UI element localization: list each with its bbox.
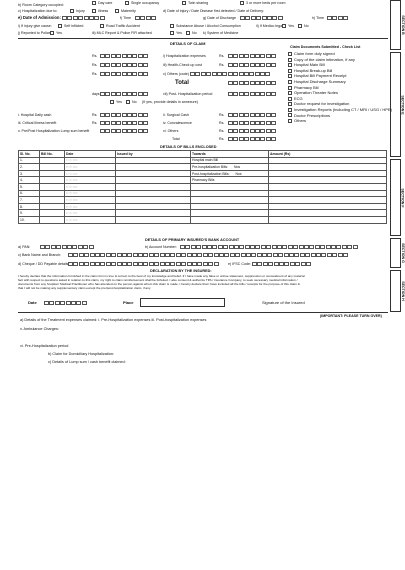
claim-amt-2[interactable] [228, 53, 277, 58]
towards-cell [191, 157, 269, 164]
note-a: a) Details of the Treatment expenses claimed: i. Pre-Hospitalization expenses iii. Post-hospitalization expenses [20, 318, 207, 322]
issued-by-cell[interactable] [116, 183, 191, 190]
note-v: v. Ambulance Charges: [20, 327, 59, 331]
issued-by-cell[interactable] [116, 164, 191, 171]
benefit-amt-2[interactable] [228, 112, 277, 117]
checkbox[interactable] [288, 91, 292, 95]
bill-no-cell[interactable] [40, 170, 65, 177]
days-label: days [92, 92, 100, 96]
table-row [19, 183, 387, 190]
bank-name-boxes[interactable] [68, 252, 348, 257]
checklist-title: Claim Documents Submitted - Check List [290, 45, 361, 49]
medico-legal-label: ii) If Medico legal [256, 24, 283, 28]
issued-by-cell[interactable] [116, 197, 191, 204]
account-label: b) Account Number: [145, 245, 177, 249]
mlc-no[interactable]: No [186, 31, 197, 35]
checklist-item[interactable]: Hospital Discharge Summary [288, 79, 388, 85]
room-daycare: Day care [92, 1, 112, 5]
table-row [19, 197, 387, 204]
checkbox[interactable] [288, 102, 292, 106]
police-yes[interactable]: Yes [50, 31, 62, 35]
bill-no-cell[interactable] [40, 177, 65, 184]
checkbox[interactable] [288, 113, 292, 117]
towards-cell [191, 210, 269, 217]
time-label: f) Time [120, 16, 131, 20]
post-hosp-label: vii) Post- Hospitalization period [163, 92, 213, 96]
checklist-item[interactable]: Hospital Bill Payment Receipt [288, 73, 388, 79]
bills-title: DETAILS OF BILLS ENCLOSED [160, 145, 217, 149]
towards-cell [191, 216, 269, 223]
checkbox[interactable] [288, 69, 292, 73]
checkbox[interactable] [288, 108, 292, 112]
sl-cell: 9. [19, 210, 40, 217]
post-days-boxes[interactable] [228, 91, 277, 96]
amount-cell[interactable] [269, 216, 387, 223]
mlc-yes[interactable]: Yes [170, 31, 182, 35]
rs-label: Rs. [92, 63, 98, 67]
divider [18, 38, 388, 39]
cause-self[interactable]: Self inflicted [58, 24, 83, 28]
bills-header-cell: Date [65, 151, 116, 158]
bill-no-cell[interactable] [40, 190, 65, 197]
ifsc-label: e) IFSC Code: [228, 262, 251, 266]
room-three: 3 or more beds per room [240, 1, 286, 5]
bills-header-cell: Towards [191, 151, 269, 158]
checklist-item[interactable]: Copy of the claim intimation, if any [288, 57, 388, 63]
date-cell[interactable]: ▫▫ ▫▫ ▫▫▫▫ [65, 183, 116, 190]
claim-amt-3[interactable] [100, 62, 149, 67]
hospital-daily-label: i. Hospital Daily cash [18, 113, 52, 117]
towards-cell [191, 203, 269, 210]
domiciliary-no[interactable]: No [126, 100, 137, 104]
towards-cell [191, 177, 269, 184]
section-tab-g: SECTION G [390, 238, 401, 268]
admission-label: e) Date of Admission: [18, 15, 61, 20]
claim-title: DETAILS OF CLAIM [170, 42, 206, 46]
issued-by-cell[interactable] [116, 157, 191, 164]
amount-cell[interactable] [269, 177, 387, 184]
bills-header-cell: Amount (Rs) [269, 151, 387, 158]
section-tab-b: SECTION B [390, 0, 401, 50]
section-tab-f: SECTION F [390, 159, 401, 236]
discharge-label: g) Date of Discharge [203, 16, 236, 20]
bank-title: DETAILS OF PRIMARY INSURED'S BANK ACCOUNT [145, 238, 240, 242]
checklist-item[interactable]: Operation Theater Notes [288, 90, 388, 96]
checklist-item[interactable]: Doctor Prescriptions [288, 113, 388, 119]
checklist [288, 51, 392, 124]
total-label: Total [175, 80, 189, 86]
sl-cell: 8. [19, 203, 40, 210]
bills-table [18, 150, 387, 224]
opt-injury[interactable]: Injury [70, 9, 85, 13]
decl-date-boxes[interactable] [44, 300, 87, 305]
table-row [19, 203, 387, 210]
discharge-date-boxes[interactable] [240, 15, 283, 20]
checklist-item[interactable]: Pharmacy Bill [288, 85, 388, 91]
surgical-label: ii. Surgical Cash [163, 113, 189, 117]
issued-by-cell[interactable] [116, 190, 191, 197]
towards-cell [191, 190, 269, 197]
checklist-item[interactable]: Claim form duly signed [288, 51, 388, 57]
section-tab-e: SECTION E [390, 52, 401, 157]
claim-amt-1[interactable] [100, 53, 149, 58]
sl-cell: 1. [19, 157, 40, 164]
checklist-item[interactable]: Hospital Main Bill [288, 62, 388, 68]
ifsc-boxes[interactable] [252, 261, 311, 266]
convalescence-label: iv. Convalescence [163, 121, 192, 125]
benefit-amt-1[interactable] [100, 112, 149, 117]
sl-cell: 4. [19, 177, 40, 184]
towards-cell [191, 164, 269, 171]
date-cell[interactable]: ▫▫ ▫▫ ▫▫▫▫ [65, 216, 116, 223]
note-vi: vi. Pre-Hospitalization period [20, 344, 69, 348]
room-category-label: b) Room Category occupied: [18, 3, 64, 7]
cheque-boxes[interactable] [68, 261, 219, 266]
bill-no-cell[interactable] [40, 216, 65, 223]
amount-cell[interactable] [269, 190, 387, 197]
rs-label: Rs. [92, 72, 98, 76]
yes-no-note: (If yes, provide details in annexure) [142, 100, 198, 104]
amount-cell[interactable] [269, 164, 387, 171]
pan-label: a) PAN: [18, 245, 31, 249]
declaration-title: DECLARATION BY THE INSURED: [150, 269, 212, 273]
admission-date-boxes[interactable] [62, 15, 105, 20]
amount-cell[interactable] [269, 170, 387, 177]
rs-label: Rs. [219, 121, 225, 125]
sl-cell: 7. [19, 197, 40, 204]
amount-cell[interactable] [269, 197, 387, 204]
date-cell[interactable]: ▫▫ ▫▫ ▫▫▫▫ [65, 177, 116, 184]
amount-cell[interactable] [269, 210, 387, 217]
date-cell[interactable]: ▫▫ ▫▫ ▫▫▫▫ [65, 197, 116, 204]
nos-text: Nos [235, 171, 242, 176]
medico-no[interactable]: No [298, 24, 309, 28]
table-row [19, 164, 387, 171]
benefit-amt-6[interactable] [228, 128, 277, 133]
issued-by-cell[interactable] [116, 170, 191, 177]
hosp-due-label: c) Hospitalization due to: [18, 9, 58, 13]
towards-text: Post-hospitalization Bills: [192, 171, 230, 176]
medicine-label: k) System of Medicine [203, 31, 239, 35]
towards-cell [191, 197, 269, 204]
towards-text: Pre-hospitalization Bills: [192, 164, 228, 169]
cause-rta[interactable]: Road Traffic Accident [100, 24, 140, 28]
bank-name-label: c) Bank Name and Branch: [18, 253, 62, 257]
section-tab-h: SECTION H [390, 270, 401, 312]
checkbox[interactable] [288, 119, 292, 123]
rs-label: Rs. [219, 63, 225, 67]
table-row [19, 177, 387, 184]
days-boxes[interactable] [100, 91, 149, 96]
account-boxes[interactable] [180, 244, 358, 249]
injury-date-label: d) Date of injury / Date Disease first detected / Date of Delivery: [163, 9, 265, 13]
checkbox[interactable] [288, 58, 292, 62]
pre-post-lump-label: v. Pre/Post Hospitalization Lump sum benefit [18, 129, 90, 133]
rs-label: Rs. [92, 113, 98, 117]
issued-by-cell[interactable] [116, 216, 191, 223]
issued-by-cell[interactable] [116, 203, 191, 210]
note-c: c) Details of Lump sum / cash benefit claimed: [48, 360, 126, 364]
date-cell[interactable]: ▫▫ ▫▫ ▫▫▫▫ [65, 210, 116, 217]
checkbox[interactable] [288, 86, 292, 90]
claim-amt-6[interactable] [190, 71, 271, 76]
signature-label: Signature of the Insured [262, 300, 305, 305]
time2-boxes[interactable] [327, 15, 349, 20]
mlc-label: iii) MLC Report & Police FIR attached [92, 31, 152, 35]
date-label: Date [28, 300, 37, 305]
bill-no-cell[interactable] [40, 203, 65, 210]
injury-cause-label: i) If injury give cause: [18, 24, 52, 28]
benefit-amt-5[interactable] [100, 128, 149, 133]
pan-boxes[interactable] [40, 244, 94, 249]
bills-header-cell: Sl. No. [19, 151, 40, 158]
bills-header-cell: Bill No. [40, 151, 65, 158]
rs-label: Rs. [92, 54, 98, 58]
checklist-item[interactable]: ECG [288, 96, 388, 102]
bill-no-cell[interactable] [40, 183, 65, 190]
critical-illness-label: iii. Critical Illness benefit [18, 121, 57, 125]
declaration-text: I hereby declare that the information furnished in the claim form is true & correct to the best of my knowledge and belief. If I have made any false or untrue statement, suppression or concealment of any material fact with respect to questions asked in relation to this claim, my right to claim reimbursement shall be forfeited. I also consent & authorize TPA / insurance Company, to seek necessary medical information / documents from any hospital / Medical Practitioner who has attended on the person against whom this claim is made. I hereby declare that I have included all the bills / receipts for the purpose of this claim & that I will not be making any supplementary claim except the pre/post-hospitalization claim, if any. [18, 274, 305, 290]
opt-illness[interactable]: Illness [92, 9, 108, 13]
date-cell[interactable]: ▫▫ ▫▫ ▫▫▫▫ [65, 170, 116, 177]
bill-no-cell[interactable] [40, 197, 65, 204]
bill-no-cell[interactable] [40, 157, 65, 164]
police-label: j) Reported to Police [18, 31, 51, 35]
cause-substance[interactable]: Substance Abuse / Alcohol Consumption [170, 24, 241, 28]
rs-label: Rs. [219, 113, 225, 117]
date-cell[interactable]: ▫▫ ▫▫ ▫▫▫▫ [65, 190, 116, 197]
towards-cell [191, 170, 269, 177]
claim-amt-4[interactable] [228, 62, 277, 67]
benefit-total[interactable] [228, 136, 277, 141]
nos-text: Nos [234, 164, 241, 169]
health-checkup-label: iii) Health-Check up cost [163, 63, 202, 67]
checklist-item[interactable]: Investigation Reports (Including CT / MRI / USG / HPE) [288, 107, 388, 113]
bill-no-cell[interactable] [40, 164, 65, 171]
towards-cell [191, 183, 269, 190]
benefit-amt-4[interactable] [228, 120, 277, 125]
date-cell[interactable]: ▫▫ ▫▫ ▫▫▫▫ [65, 203, 116, 210]
amount-cell[interactable] [269, 183, 387, 190]
issued-by-cell[interactable] [116, 177, 191, 184]
amount-cell[interactable] [269, 157, 387, 164]
checkbox[interactable] [288, 80, 292, 84]
table-row [19, 210, 387, 217]
place-label: Place [123, 300, 134, 305]
bills-header-cell: Issued by [116, 151, 191, 158]
claim-total-boxes[interactable] [228, 80, 277, 85]
total2-label: Total [172, 137, 180, 141]
opt-maternity[interactable]: Maternity [115, 9, 136, 13]
time-boxes[interactable] [135, 15, 157, 20]
checkbox[interactable] [288, 74, 292, 78]
others-code-label: v) Others (code) [163, 72, 189, 76]
sl-cell: 3. [19, 170, 40, 177]
towards-text: Hospital main Bill [192, 158, 219, 163]
checklist-item[interactable]: Hospital Break-up Bill [288, 68, 388, 74]
sl-cell: 2. [19, 164, 40, 171]
towards-text: Pharmacy Bills [192, 178, 215, 183]
table-row [19, 157, 387, 164]
checklist-item[interactable]: Others [288, 118, 388, 124]
place-field[interactable] [140, 298, 225, 307]
others2-label: vi. Others [163, 129, 179, 133]
benefit-amt-3[interactable] [100, 120, 149, 125]
sl-cell: 5. [19, 183, 40, 190]
claim-amt-5[interactable] [100, 71, 149, 76]
time2-label: h) Time [312, 16, 324, 20]
rs-label: Rs. [219, 137, 225, 141]
sl-cell: 10. [19, 216, 40, 223]
date-cell[interactable]: ▫▫ ▫▫ ▫▫▫▫ [65, 157, 116, 164]
issued-by-cell[interactable] [116, 210, 191, 217]
divider [18, 312, 388, 313]
rs-label: Rs. [92, 121, 98, 125]
checkbox[interactable] [288, 63, 292, 67]
room-single: Single occupancy [125, 1, 159, 5]
rs-label: Rs. [219, 129, 225, 133]
hosp-exp-label: i) Hospitalization expenses [163, 54, 206, 58]
please-turn-over: (IMPORTANT: PLEASE TURN OVER) [320, 314, 382, 318]
bill-no-cell[interactable] [40, 210, 65, 217]
medico-yes[interactable]: Yes [282, 24, 294, 28]
domiciliary-yes[interactable]: Yes [110, 100, 122, 104]
room-twin: Twin sharing [182, 1, 208, 5]
table-row [19, 190, 387, 197]
rs-label: Rs. [219, 54, 225, 58]
table-row [19, 216, 387, 223]
sl-cell: 6. [19, 190, 40, 197]
checkbox[interactable] [288, 52, 292, 56]
table-row [19, 170, 387, 177]
note-b: b) Claim for Domiciliary Hospitalization: [48, 352, 115, 356]
checkbox[interactable] [288, 97, 292, 101]
amount-cell[interactable] [269, 203, 387, 210]
checklist-item[interactable]: Doctor request for investigation [288, 101, 388, 107]
cheque-label: d) Cheque / DD Payable details: [18, 262, 70, 266]
date-cell[interactable]: ▫▫ ▫▫ ▫▫▫▫ [65, 164, 116, 171]
